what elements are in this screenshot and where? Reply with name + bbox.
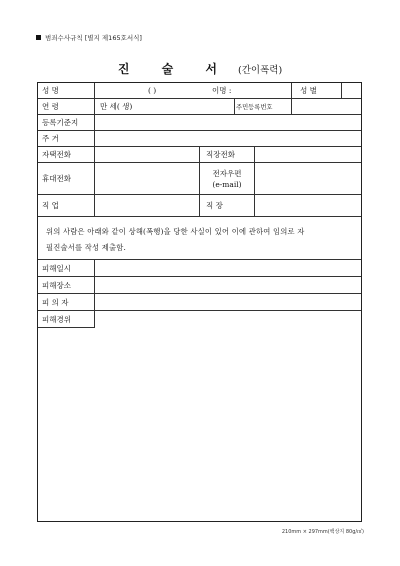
paper-spec: 210mm × 297mm(백상지 80g/㎡) (281, 529, 364, 535)
label-incident-place: 피해장소 (42, 280, 71, 290)
row-address (38, 131, 361, 147)
label-mobile: 휴대전화 (42, 174, 71, 183)
label-address: 주 거 (42, 134, 59, 143)
gender-label: 성 별 (300, 86, 317, 95)
divider (291, 99, 292, 114)
form-reference (36, 33, 142, 42)
row-job (38, 195, 361, 217)
divider (94, 83, 95, 98)
row-incident-date (38, 260, 361, 277)
divider (94, 147, 95, 162)
divider (254, 147, 255, 162)
divider (254, 195, 255, 216)
label-name (38, 83, 94, 98)
divider (291, 83, 292, 98)
statement-form (37, 82, 362, 522)
id-number-label: 주민등록번호 (236, 104, 273, 111)
label-suspect: 피 의 자 (42, 297, 69, 307)
email-label-line2: (e-mail) (212, 179, 242, 189)
statement-line2: 필진술서를 작성 제출함. (46, 243, 127, 252)
row-name (38, 83, 361, 99)
divider (199, 195, 200, 216)
divider (234, 99, 235, 114)
square-bullet-icon (36, 35, 41, 40)
label-job: 직 업 (42, 201, 59, 210)
details-area[interactable] (38, 328, 361, 521)
row-home-phone (38, 147, 361, 163)
alias-label: 이명 : (212, 86, 232, 95)
divider (94, 277, 95, 293)
email-label (200, 163, 254, 194)
name-paren: ( ) (148, 86, 157, 95)
divider (254, 163, 255, 194)
form-title-sub: (간이폭력) (238, 65, 283, 76)
divider (94, 260, 95, 276)
label-registered: 등록기준지 (42, 118, 79, 127)
row-suspect (38, 294, 361, 311)
label-home-phone: 자택전화 (42, 150, 71, 159)
label-incident-date: 피해일시 (42, 263, 71, 273)
statement-text (38, 217, 361, 260)
registered-value[interactable] (95, 115, 361, 130)
divider (94, 99, 95, 114)
gender-value[interactable] (341, 83, 361, 98)
workplace-label: 직 장 (206, 201, 223, 210)
row-age (38, 99, 361, 115)
row-registered (38, 115, 361, 131)
form-reference-text: 범죄수사규칙 [별지 제165호서식] (45, 34, 142, 42)
label-age: 연 령 (42, 102, 59, 111)
email-label-line1: 전자우편 (212, 168, 242, 178)
divider (199, 147, 200, 162)
label-name-text: 성 명 (42, 86, 59, 95)
work-phone-label: 직장전화 (206, 150, 235, 159)
address-value[interactable] (95, 131, 361, 146)
age-value[interactable]: 만 세( 생) (100, 102, 133, 111)
form-title (0, 58, 400, 77)
divider (94, 195, 95, 216)
statement-line1: 위의 사람은 아래와 같이 상해(폭행)을 당한 사실이 있어 이에 관하여 임의로 자 (46, 227, 305, 236)
divider (94, 294, 95, 310)
label-details: 피해경위 (42, 314, 71, 324)
row-details-label-box (38, 311, 95, 328)
divider (94, 163, 95, 194)
row-mobile (38, 163, 361, 195)
row-incident-place (38, 277, 361, 294)
form-title-main: 진 술 서 (117, 62, 231, 76)
